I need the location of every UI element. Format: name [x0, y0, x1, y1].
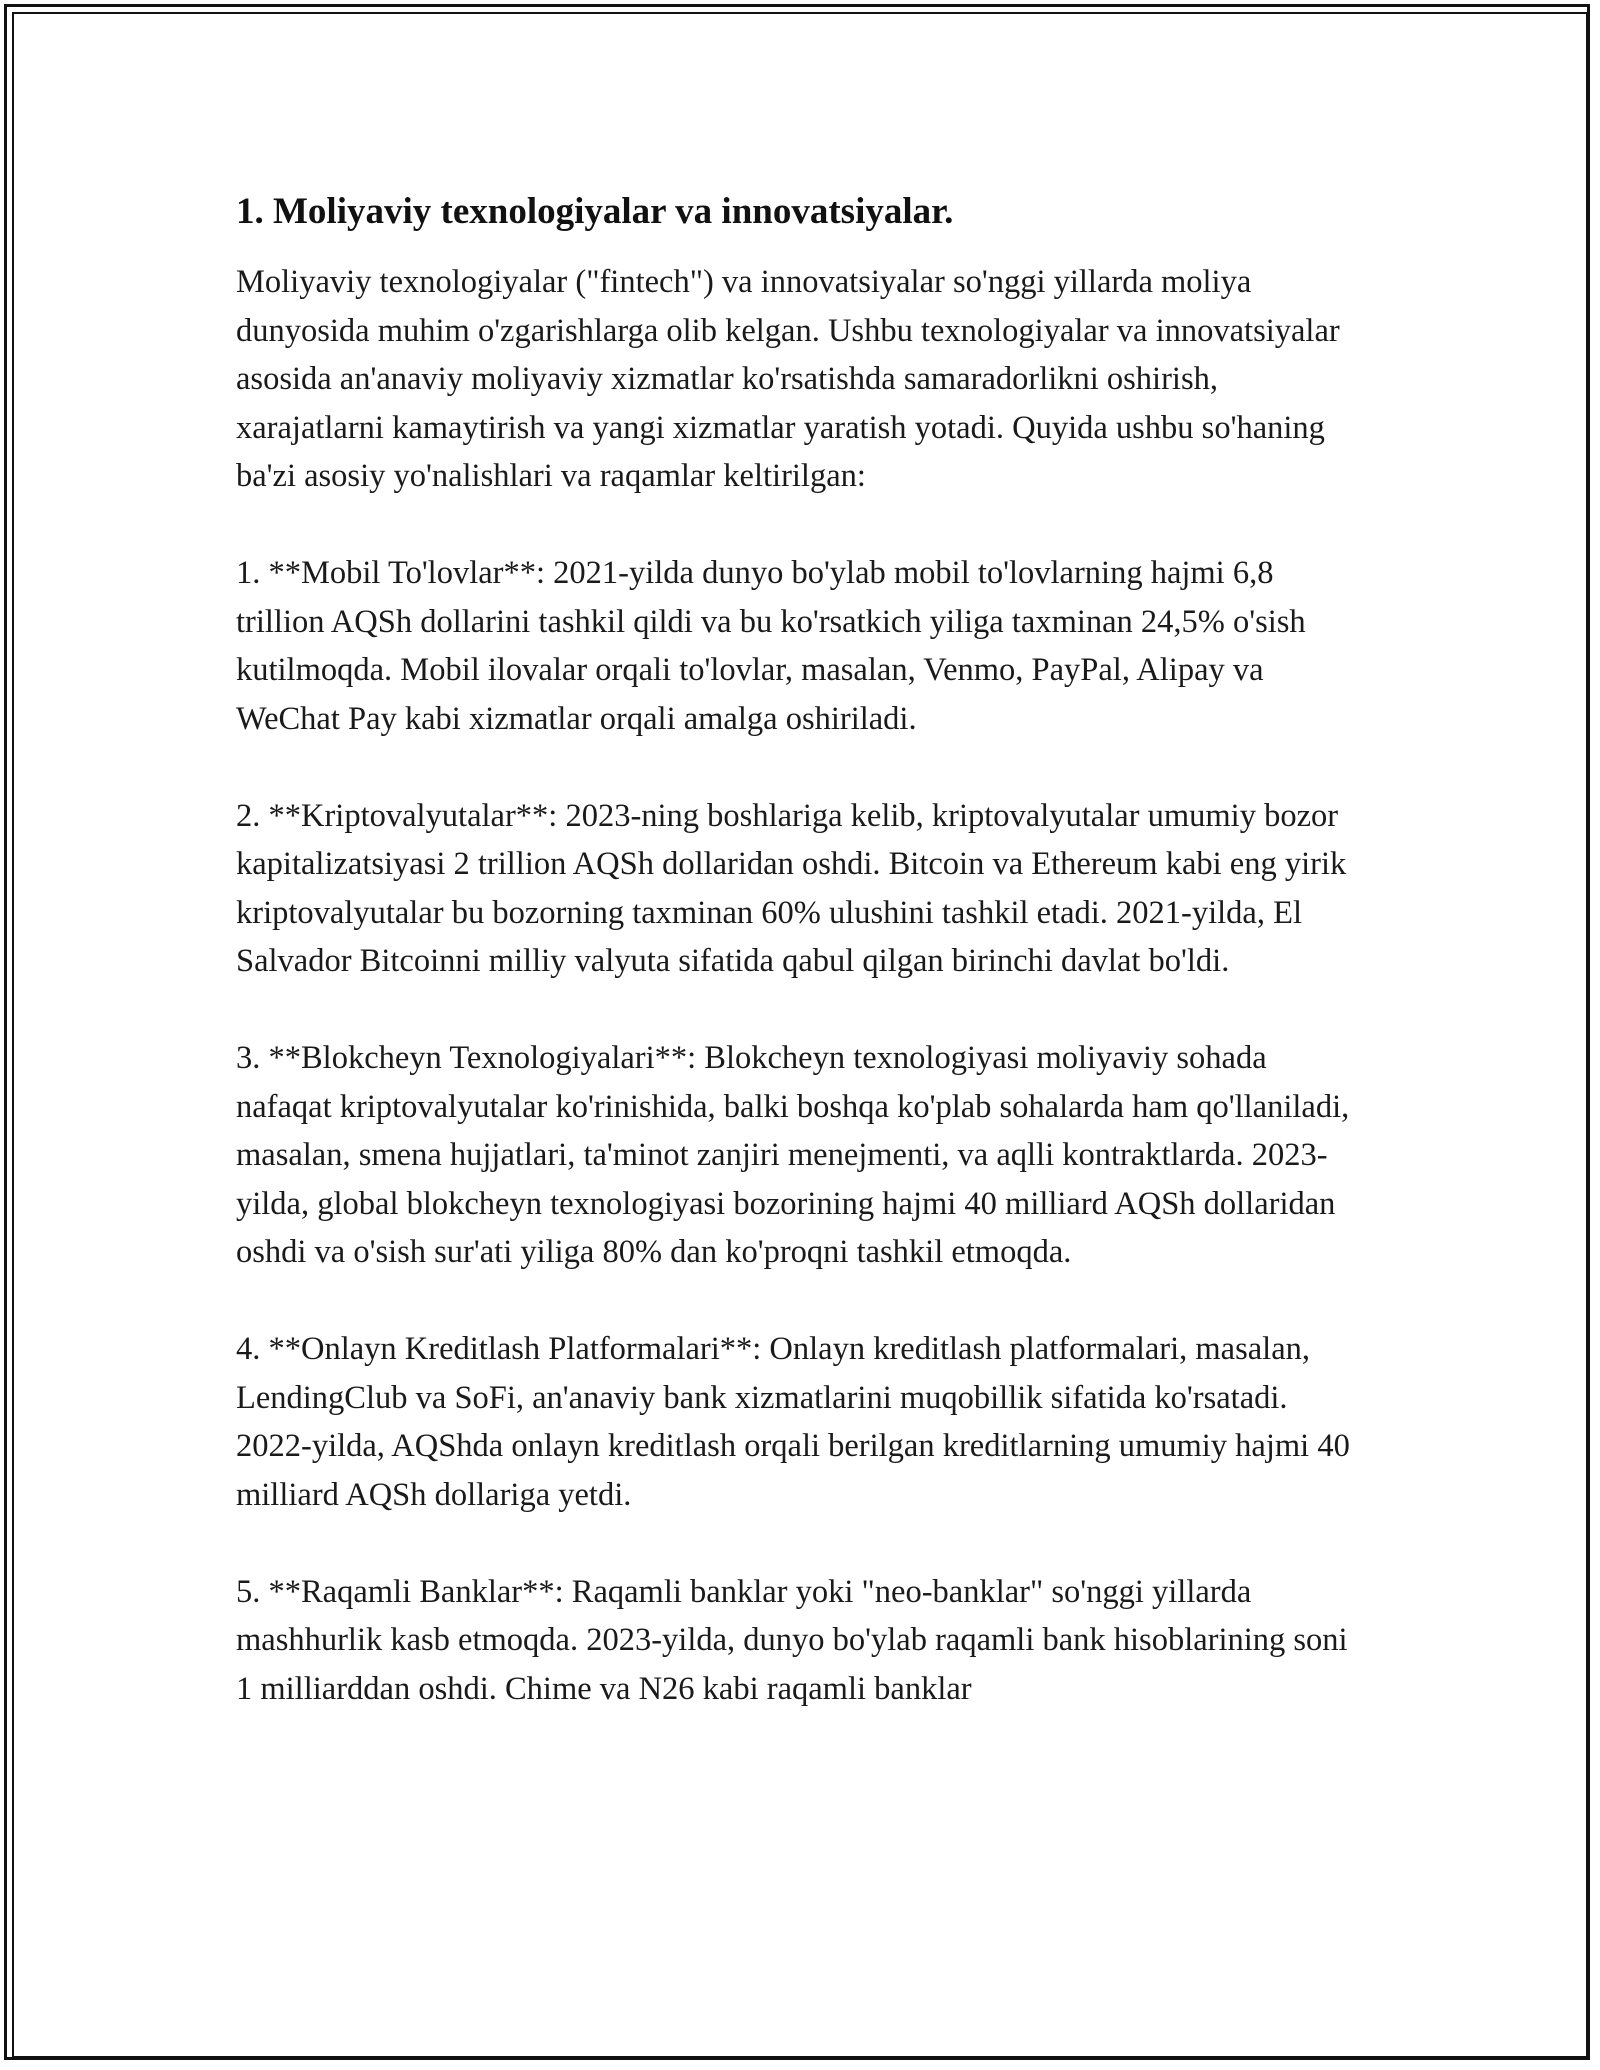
intro-paragraph: Moliyaviy texnologiyalar ("fintech") va innovatsiyalar so'nggi yillarda moliya dunyosida muhim o'zgarishlarga olib kelgan. Ushbu texnologiyalar va innovatsiyalar asosida an'anaviy moliyaviy xizmatlar ko'rsatishda samaradorlikni oshirish, xarajatlarni kamaytirish va yangi xizmatlar yaratish yotadi. Quyida ushbu so'haning ba'zi asosiy yo'nalishlari va raqamlar keltirilgan:: [236, 264, 1340, 494]
list-item-mobile-payments: 1. **Mobil To'lovlar**: 2021-yilda dunyo bo'ylab mobil to'lovlarning hajmi 6,8 trillion AQSh dollarini tashkil qildi va bu ko'rsatkich yiliga taxminan 24,5% o'sish kutilmoqda. Mobil ilovalar orqali to'lovlar, masalan, Venmo, PayPal, Alipay va WeChat Pay kabi xizmatlar orqali amalga oshiriladi.: [236, 555, 1306, 737]
document-body: [236, 188, 1366, 1713]
list-item-digital-banks: 5. **Raqamli Banklar**: Raqamli banklar yoki "neo-banklar" so'nggi yillarda mashhurlik kasb etmoqda. 2023-yilda, dunyo bo'ylab raqamli bank hisoblarining soni 1 milliarddan oshdi. Chime va N26 kabi raqamli banklar: [236, 1573, 1348, 1707]
list-item-cryptocurrencies: 2. **Kriptovalyutalar**: 2023-ning boshlariga kelib, kriptovalyutalar umumiy bozor kapitalizatsiyasi 2 trillion AQSh dollaridan oshdi. Bitcoin va Ethereum kabi eng yirik kriptovalyutalar bu bozorning taxminan 60% ulushini tashkil etadi. 2021-yilda, El Salvador Bitcoinni milliy valyuta sifatida qabul qilgan birinchi davlat bo'ldi.: [236, 797, 1347, 979]
list-item-online-lending: 4. **Onlayn Kreditlash Platformalari**: Onlayn kreditlash platformalari, masalan, LendingClub va SoFi, an'anaviy bank xizmatlarini muqobillik sifatida ko'rsatadi. 2022-yilda, AQShda onlayn kreditlash orqali berilgan kreditlarning umumiy hajmi 40 milliard AQSh dollariga yetdi.: [236, 1331, 1350, 1513]
list-item-blockchain: 3. **Blokcheyn Texnologiyalari**: Blokcheyn texnologiyasi moliyaviy sohada nafaqat kriptovalyutalar ko'rinishida, balki boshqa ko'plab sohalarda ham qo'llaniladi, masalan, smena hujjatlari, ta'minot zanjiri menejmenti, va aqlli kontraktlarda. 2023-yilda, global blokcheyn texnologiyasi bozorining hajmi 40 milliard AQSh dollaridan oshdi va o'sish sur'ati yiliga 80% dan ko'proqni tashkil etmoqda.: [236, 1040, 1350, 1270]
section-heading: 1. Moliyaviy texnologiyalar va innovatsiyalar.: [236, 191, 954, 232]
